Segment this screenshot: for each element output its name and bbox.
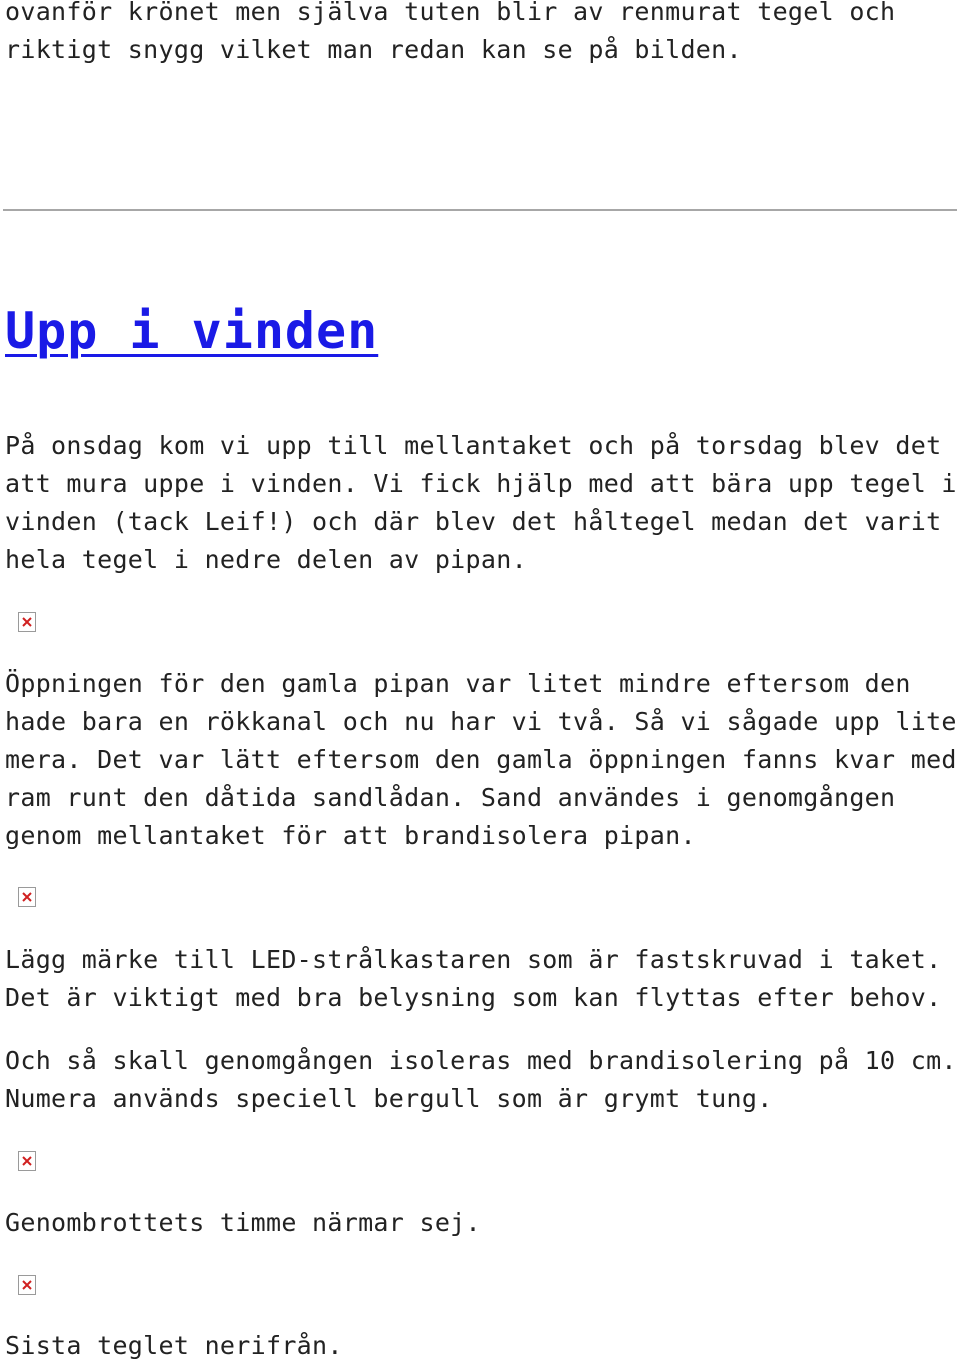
intro-line-2: riktigt snygg vilket man redan kan se på bilden. [5,35,742,64]
paragraph-2: Öppningen för den gamla pipan var litet mindre eftersom den hade bara en rökkanal och nu har vi två. Så vi sågade upp lite mera. Det var lätt eftersom den gamla öppningen fanns kvar med ram runt den dåtida sandlådan. Sand användes i genomgången genom mellantaket för att brandisolera pipan. [5,669,957,850]
paragraph-5: Genombrottets timme närmar sej. [5,1208,481,1237]
paragraph-4: Och så skall genomgången isoleras med brandisolering på 10 cm. Numera används speciell bergull som är grymt tung. [5,1046,957,1113]
intro-line-1: ovanför krönet men själva tuten blir av renmurat tegel och [5,0,896,26]
post-title-link[interactable]: Upp i vinden [5,302,379,360]
paragraph-3: Lägg märke till LED-strålkastaren som är fastskruvad i taket. Det är viktigt med bra belysning som kan flyttas efter behov. [5,945,942,1012]
paragraph-6: Sista teglet nerifrån. [5,1331,343,1360]
broken-image-icon [18,887,36,907]
paragraph-1: På onsdag kom vi upp till mellantaket och på torsdag blev det att mura uppe i vinden. Vi fick hjälp med att bära upp tegel i vinden (tack Leif!) och där blev det håltegel medan det varit hela tegel i nedre delen av pipan. [5,431,957,574]
post-title [5,296,378,366]
broken-image-icon [18,612,36,632]
intro-paragraph [5,0,960,69]
broken-image-icon [18,1151,36,1171]
post-divider [3,209,957,211]
broken-image-icon [18,1275,36,1295]
